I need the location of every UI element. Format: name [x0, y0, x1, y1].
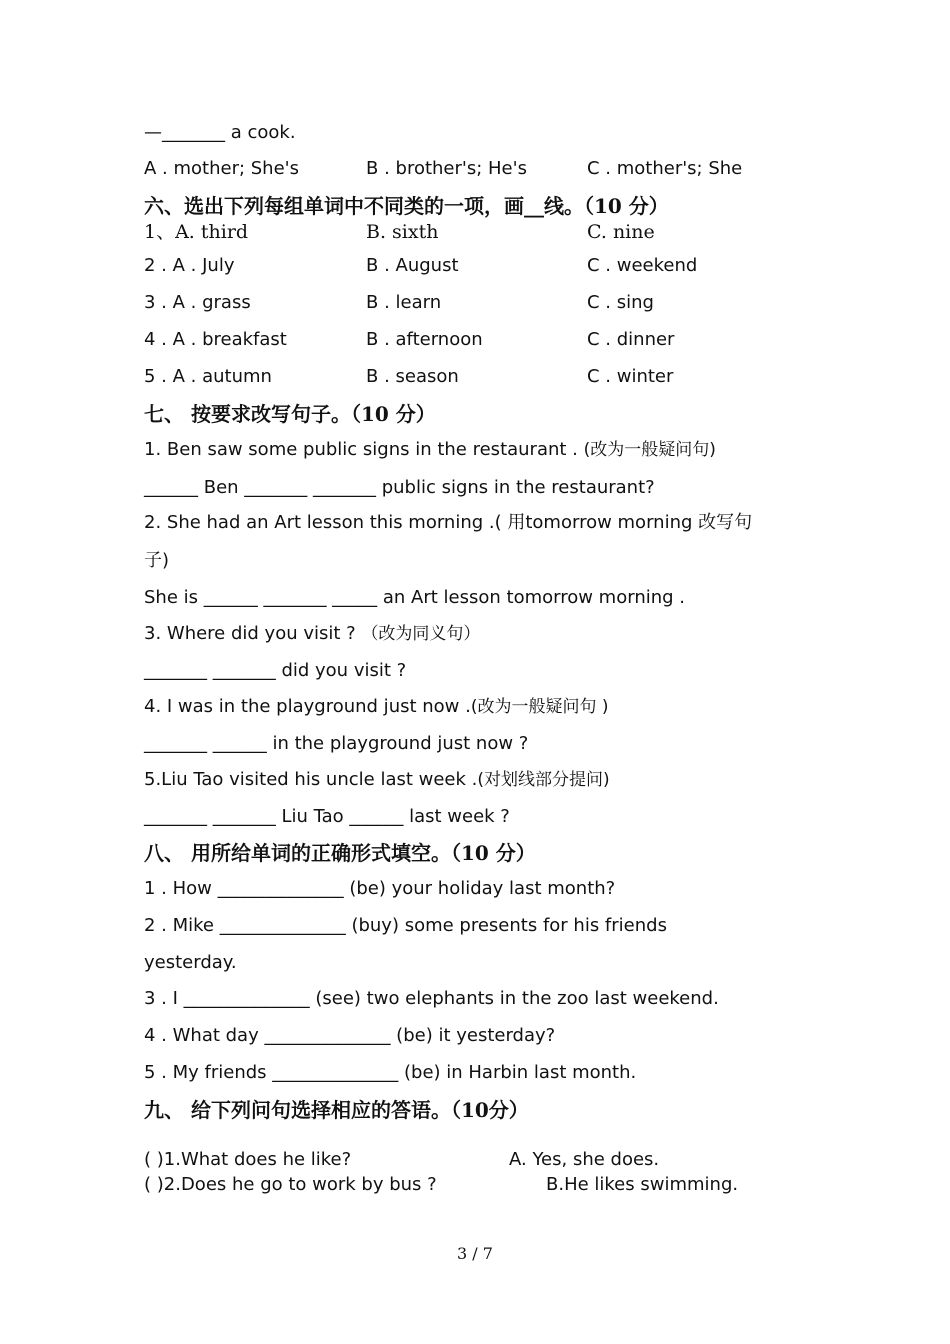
- s7-q4-note: (改为一般疑问句 ): [470, 697, 609, 717]
- row2-option-a: 2 . A . July: [144, 255, 235, 276]
- page-number: 3 / 7: [457, 1244, 493, 1263]
- s8-line-5: 5 . My friends ______________ (be) in Harbin last month.: [144, 1062, 637, 1083]
- row1-option-b: B. sixth: [366, 221, 439, 243]
- s8-line-2-cont: yesterday.: [144, 952, 237, 973]
- s7-q4-text: 4. I was in the playground just now .: [144, 696, 471, 717]
- row1-option-a: 1、A. third: [144, 221, 249, 243]
- s8-line-1: 1 . How ______________ (be) your holiday last month?: [144, 878, 616, 899]
- section7-title: 七、 按要求改写句子。（10 分）: [144, 402, 436, 426]
- row4-option-c: C . dinner: [587, 329, 675, 350]
- q5-tail-line: —_______ a cook.: [144, 122, 296, 143]
- s7-q1-text: 1. Ben saw some public signs in the restaurant .: [144, 439, 584, 460]
- s7-q5: [144, 769, 610, 791]
- row2-option-b: B . August: [366, 255, 459, 276]
- row3-option-c: C . sing: [587, 292, 654, 313]
- s7-q5-text: 5.Liu Tao visited his uncle last week .: [144, 769, 478, 790]
- row5-option-b: B . season: [366, 366, 459, 387]
- s8-line-4: 4 . What day ______________ (be) it yesterday?: [144, 1025, 556, 1046]
- option-b: B . brother's; He's: [366, 158, 527, 179]
- s7-q3: [144, 623, 480, 645]
- row4-option-a: 4 . A . breakfast: [144, 329, 287, 350]
- section9-title: 九、 给下列问句选择相应的答语。（10分）: [144, 1098, 529, 1122]
- s7-q5-answer: _______ _______ Liu Tao ______ last week ?: [144, 806, 510, 827]
- s9-q1: ( )1.What does he like?: [144, 1149, 352, 1170]
- row3-option-a: 3 . A . grass: [144, 292, 251, 313]
- section6-title: 六、选出下列每组单词中不同类的一项，画__线。（10 分）: [144, 194, 669, 218]
- s9-a1: A. Yes, she does.: [509, 1149, 660, 1170]
- row2-option-c: C . weekend: [587, 255, 698, 276]
- option-c: C . mother's; She: [587, 158, 743, 179]
- s7-q4-answer: _______ ______ in the playground just now ?: [144, 733, 529, 754]
- s7-q3-note: （改为同义句）: [361, 624, 481, 644]
- row5-option-c: C . winter: [587, 366, 674, 387]
- s7-q2: 2. She had an Art lesson this morning .( 用tomorrow morning 改写句: [144, 512, 753, 533]
- row4-option-b: B . afternoon: [366, 329, 483, 350]
- s9-q2: ( )2.Does he go to work by bus ?: [144, 1174, 437, 1195]
- s7-q3-answer: _______ _______ did you visit ?: [144, 660, 407, 681]
- s8-line-3: 3 . I ______________ (see) two elephants in the zoo last weekend.: [144, 988, 719, 1009]
- s7-q1-answer: ______ Ben _______ _______ public signs in the restaurant?: [144, 477, 655, 498]
- s7-q3-text: 3. Where did you visit ?: [144, 623, 362, 644]
- row1-option-c: C. nine: [587, 221, 655, 243]
- row5-option-a: 5 . A . autumn: [144, 366, 272, 387]
- option-a: A . mother; She's: [144, 158, 299, 179]
- s7-q1: [144, 439, 716, 461]
- s7-q5-note: (对划线部分提问): [477, 770, 610, 790]
- s7-q1-note: (改为一般疑问句): [583, 440, 716, 460]
- s7-q2-answer: She is ______ _______ _____ an Art lesson tomorrow morning .: [144, 587, 686, 608]
- s9-a2: B.He likes swimming.: [546, 1174, 739, 1195]
- s7-q2-cont: 子): [144, 550, 170, 571]
- s8-line-2: 2 . Mike ______________ (buy) some presents for his friends: [144, 915, 667, 936]
- row3-option-b: B . learn: [366, 292, 442, 313]
- s7-q4: [144, 696, 609, 718]
- section8-title: 八、 用所给单词的正确形式填空。（10 分）: [144, 841, 536, 865]
